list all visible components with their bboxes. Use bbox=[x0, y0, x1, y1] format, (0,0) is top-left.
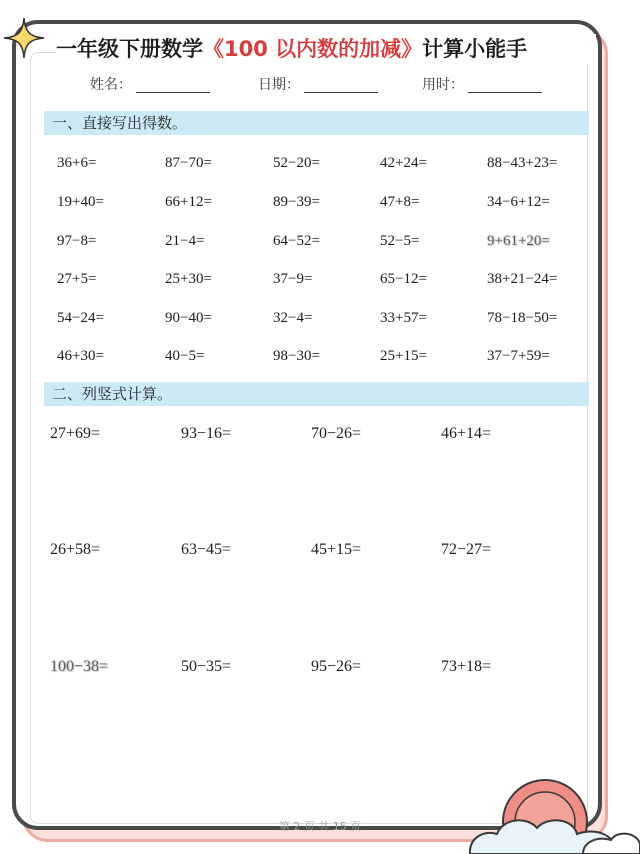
problem-r5-c1: 54−24= bbox=[57, 310, 104, 326]
problem-r4-c5: 38+21−24= bbox=[487, 271, 558, 287]
page-footer: 第 2 页 共 15 页 bbox=[278, 820, 362, 833]
vertical-problem-r2-c4: 72−27= bbox=[441, 541, 492, 558]
problem-r4-c2: 25+30= bbox=[165, 271, 212, 287]
problem-r2-c4: 47+8= bbox=[380, 194, 420, 210]
date-field bbox=[258, 74, 378, 96]
vertical-problem-r3-c3: 95−26= bbox=[311, 658, 362, 675]
problem-r5-c2: 90−40= bbox=[165, 310, 212, 326]
problem-r6-c4: 25+15= bbox=[380, 348, 427, 364]
problem-r6-c3: 98−30= bbox=[273, 348, 320, 364]
problem-r4-c4: 65−12= bbox=[380, 271, 427, 287]
name-label: 姓名： bbox=[90, 77, 132, 93]
cloud-sun-decoration bbox=[465, 770, 640, 854]
vertical-problem-r2-c2: 63−45= bbox=[181, 541, 232, 558]
problem-r2-c1: 19+40= bbox=[57, 194, 104, 210]
problem-r1-c3: 52−20= bbox=[273, 155, 320, 171]
title-suffix: 计算小能手 bbox=[422, 37, 528, 61]
vertical-problem-r1-c1: 27+69= bbox=[50, 425, 101, 442]
name-blank[interactable] bbox=[136, 77, 210, 93]
problem-r3-c5: 9+61+20= bbox=[487, 233, 550, 249]
problem-r1-c4: 42+24= bbox=[380, 155, 427, 171]
cloud-icon bbox=[470, 820, 640, 854]
time-field bbox=[422, 74, 542, 96]
vertical-problem-r3-c4: 73+18= bbox=[441, 658, 492, 675]
problem-r5-c3: 32−4= bbox=[273, 310, 313, 326]
problem-r3-c2: 21−4= bbox=[165, 233, 205, 249]
problem-r6-c1: 46+30= bbox=[57, 348, 104, 364]
name-field bbox=[90, 74, 210, 96]
vertical-problem-r2-c3: 45+15= bbox=[311, 541, 362, 558]
vertical-problem-r1-c3: 70−26= bbox=[311, 425, 362, 442]
problem-r3-c3: 64−52= bbox=[273, 233, 320, 249]
section2-heading: 二、列竖式计算。 bbox=[44, 382, 589, 406]
problem-r6-c2: 40−5= bbox=[165, 348, 205, 364]
problem-r3-c4: 52−5= bbox=[380, 233, 420, 249]
page-title bbox=[56, 34, 596, 64]
section1-heading: 一、直接写出得数。 bbox=[44, 111, 589, 135]
vertical-problem-r2-c1: 26+58= bbox=[50, 541, 101, 558]
problem-r1-c5: 88−43+23= bbox=[487, 155, 558, 171]
title-accent: 《100 以内数的加减》 bbox=[203, 37, 423, 61]
time-blank[interactable] bbox=[468, 77, 542, 93]
problem-r5-c4: 33+57= bbox=[380, 310, 427, 326]
star-icon bbox=[2, 16, 46, 60]
problem-r2-c3: 89−39= bbox=[273, 194, 320, 210]
problem-r1-c1: 36+6= bbox=[57, 155, 97, 171]
date-blank[interactable] bbox=[304, 77, 378, 93]
date-label: 日期： bbox=[258, 77, 300, 93]
title-prefix: 一年级下册数学 bbox=[56, 37, 203, 61]
vertical-problem-r3-c2: 50−35= bbox=[181, 658, 232, 675]
problem-r3-c1: 97−8= bbox=[57, 233, 97, 249]
vertical-problem-r1-c2: 93−16= bbox=[181, 425, 232, 442]
problem-r2-c2: 66+12= bbox=[165, 194, 212, 210]
problem-r4-c1: 27+5= bbox=[57, 271, 97, 287]
vertical-problem-r1-c4: 46+14= bbox=[441, 425, 492, 442]
vertical-problem-r3-c1: 100−38= bbox=[50, 658, 109, 675]
problem-r5-c5: 78−18−50= bbox=[487, 310, 558, 326]
problem-r2-c5: 34−6+12= bbox=[487, 194, 550, 210]
time-label: 用时： bbox=[422, 77, 464, 93]
problem-r6-c5: 37−7+59= bbox=[487, 348, 550, 364]
problem-r4-c3: 37−9= bbox=[273, 271, 313, 287]
problem-r1-c2: 87−70= bbox=[165, 155, 212, 171]
